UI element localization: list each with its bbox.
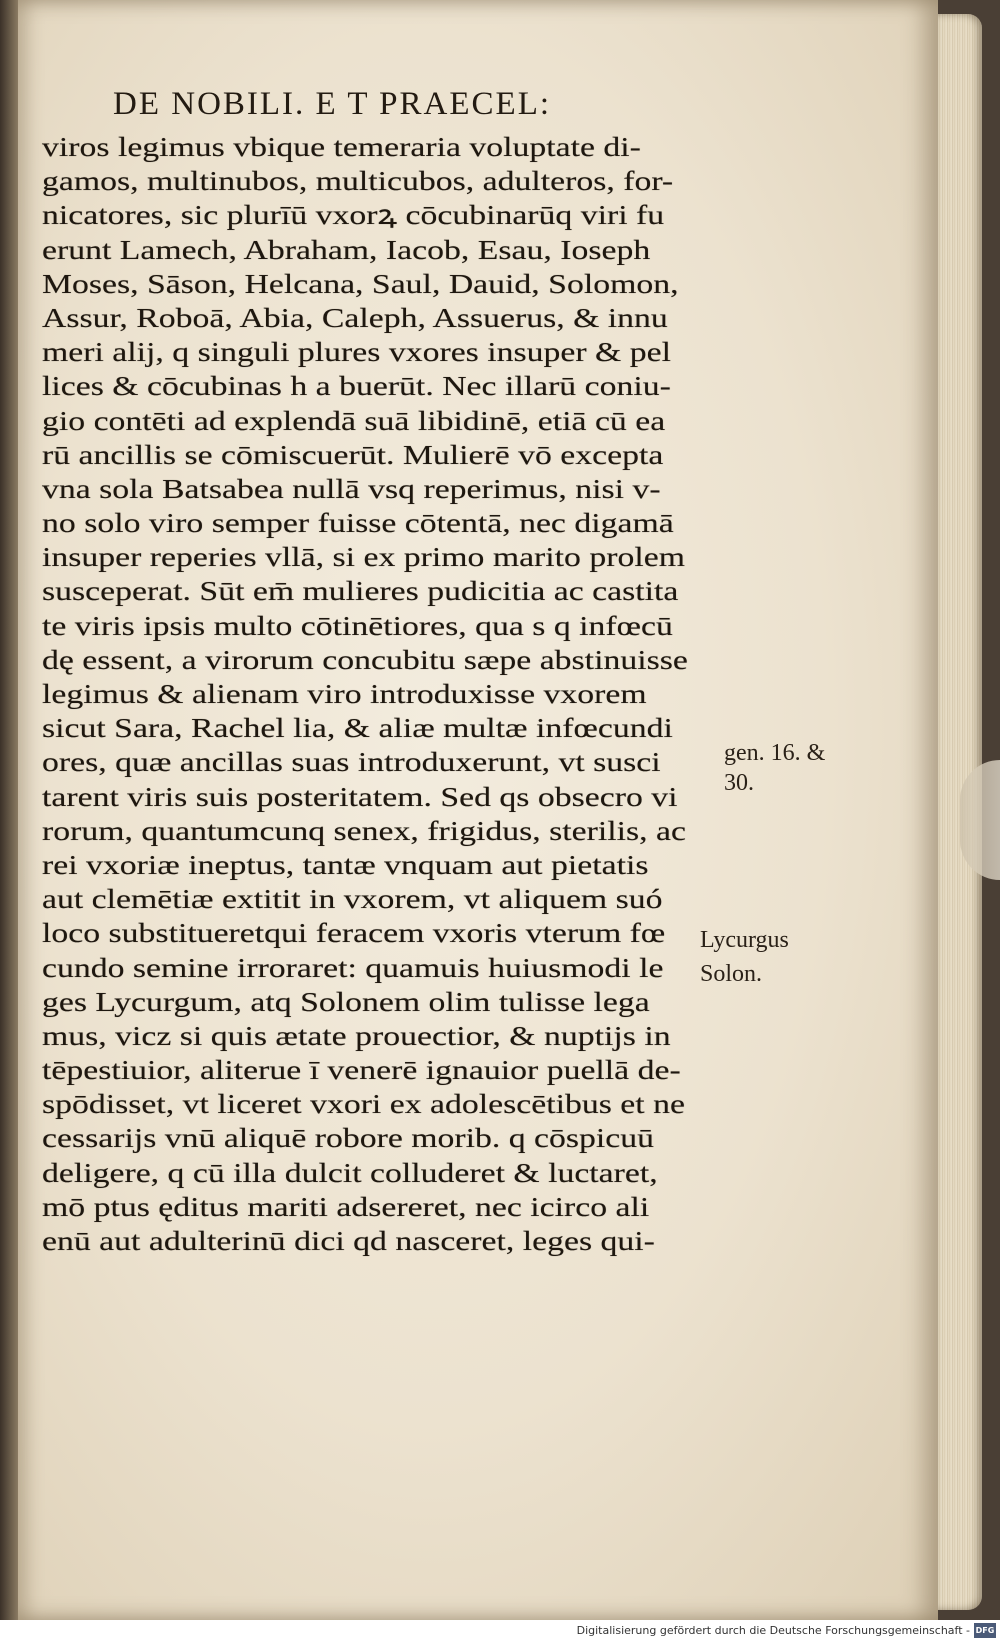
book-page bbox=[18, 0, 938, 1620]
text-line: enū aut adulterinū dici qd nasceret, leges qui- bbox=[42, 1226, 655, 1256]
text-line: meri alij, q singuli plures vxores insuper & pel bbox=[42, 337, 671, 368]
bookmark-ribbon bbox=[960, 760, 1000, 880]
text-line: vna sola Batsabea nullā vsq reperimus, nisi v- bbox=[42, 473, 661, 504]
text-line: ges Lycurgum, atq Solonem olim tulisse lega bbox=[42, 986, 650, 1017]
text-line: dę essent, a virorum concubitu sæpe abstinuisse bbox=[42, 644, 688, 675]
dfg-logo: DFG bbox=[974, 1623, 996, 1638]
text-line: nicatores, sic plurīū vxorꝝ cōcubinarūq viri fu bbox=[42, 200, 665, 231]
text-line: viros legimus vbique temeraria voluptate di- bbox=[42, 132, 641, 162]
text-line: susceperat. Sūt em̄ mulieres pudicitia ac castita bbox=[42, 576, 679, 607]
text-line: erunt Lamech, Abraham, Iacob, Esau, Ioseph bbox=[42, 234, 651, 265]
text-line: mō ptus ęditus mariti adsereret, nec icirco ali bbox=[42, 1191, 650, 1222]
text-line: deligere, q cū illa dulcit colluderet & luctaret, bbox=[42, 1157, 658, 1188]
body-text bbox=[42, 130, 702, 1258]
text-line: aut clemētiæ extitit in vxorem, vt aliquem suó bbox=[42, 884, 663, 915]
text-line: te viris ipsis multo cōtinētiores, qua s q infœcū bbox=[42, 610, 673, 641]
text-line: gamos, multinubos, multicubos, adulteros, for- bbox=[42, 166, 674, 197]
text-line: tarent viris suis posteritatem. Sed qs obsecro vi bbox=[42, 781, 678, 812]
funding-note: Digitalisierung gefördert durch die Deutsche Forschungsgemeinschaft - bbox=[576, 1624, 970, 1637]
text-line: loco substitueretqui feracem vxoris vterum fœ bbox=[42, 918, 666, 949]
text-line: sicut Sara, Rachel lia, & aliæ multæ infœcundi bbox=[42, 713, 673, 744]
marginal-line: Solon. bbox=[700, 961, 763, 987]
text-line: cundo semine irroraret: quamuis huiusmodi le bbox=[42, 952, 664, 983]
text-line: ores, quæ ancillas suas introduxerunt, vt susci bbox=[42, 747, 661, 778]
text-line: cessarijs vnū aliquē robore morib. q cōspicuū bbox=[42, 1123, 655, 1154]
text-line: spōdisset, vt liceret vxori ex adolescētibus et ne bbox=[42, 1089, 685, 1120]
text-line: legimus & alienam viro introduxisse vxorem bbox=[42, 679, 647, 709]
binding-gutter bbox=[0, 0, 18, 1620]
marginal-line: gen. 16. & bbox=[724, 740, 826, 766]
marginal-line: Lycurgus bbox=[700, 927, 789, 953]
marginal-note-names bbox=[700, 923, 789, 991]
text-line: Assur, Roboā, Abia, Caleph, Assuerus, & innu bbox=[42, 302, 668, 333]
text-line: mus, vicz si quis ætate prouectior, & nuptijs in bbox=[42, 1020, 671, 1051]
text-line: no solo viro semper fuisse cōtentā, nec digamā bbox=[42, 508, 674, 539]
text-line: rei vxoriæ ineptus, tantæ vnquam aut pietatis bbox=[42, 849, 649, 880]
text-line: tēpestiuior, aliterue ī venerē ignauior puellā de- bbox=[42, 1055, 681, 1086]
text-line: lices & cōcubinas h a buerūt. Nec illarū coniu- bbox=[42, 371, 671, 402]
text-line: gio contēti ad explendā suā libidinē, etiā cū ea bbox=[42, 405, 666, 436]
marginal-line: 30. bbox=[724, 770, 754, 796]
running-head: DE NOBILI. E T PRAECEL: bbox=[113, 86, 552, 122]
text-line: rorum, quantumcunq senex, frigidus, sterilis, ac bbox=[42, 815, 686, 846]
footer-bar bbox=[0, 1620, 1000, 1643]
text-line: rū ancillis se cōmiscuerūt. Mulierē vō excepta bbox=[42, 439, 664, 470]
marginal-note-genesis bbox=[724, 738, 825, 798]
text-line: Moses, Sāson, Helcana, Saul, Dauid, Solomon, bbox=[42, 268, 679, 299]
text-line: insuper reperies vllā, si ex primo marito prolem bbox=[42, 542, 685, 573]
